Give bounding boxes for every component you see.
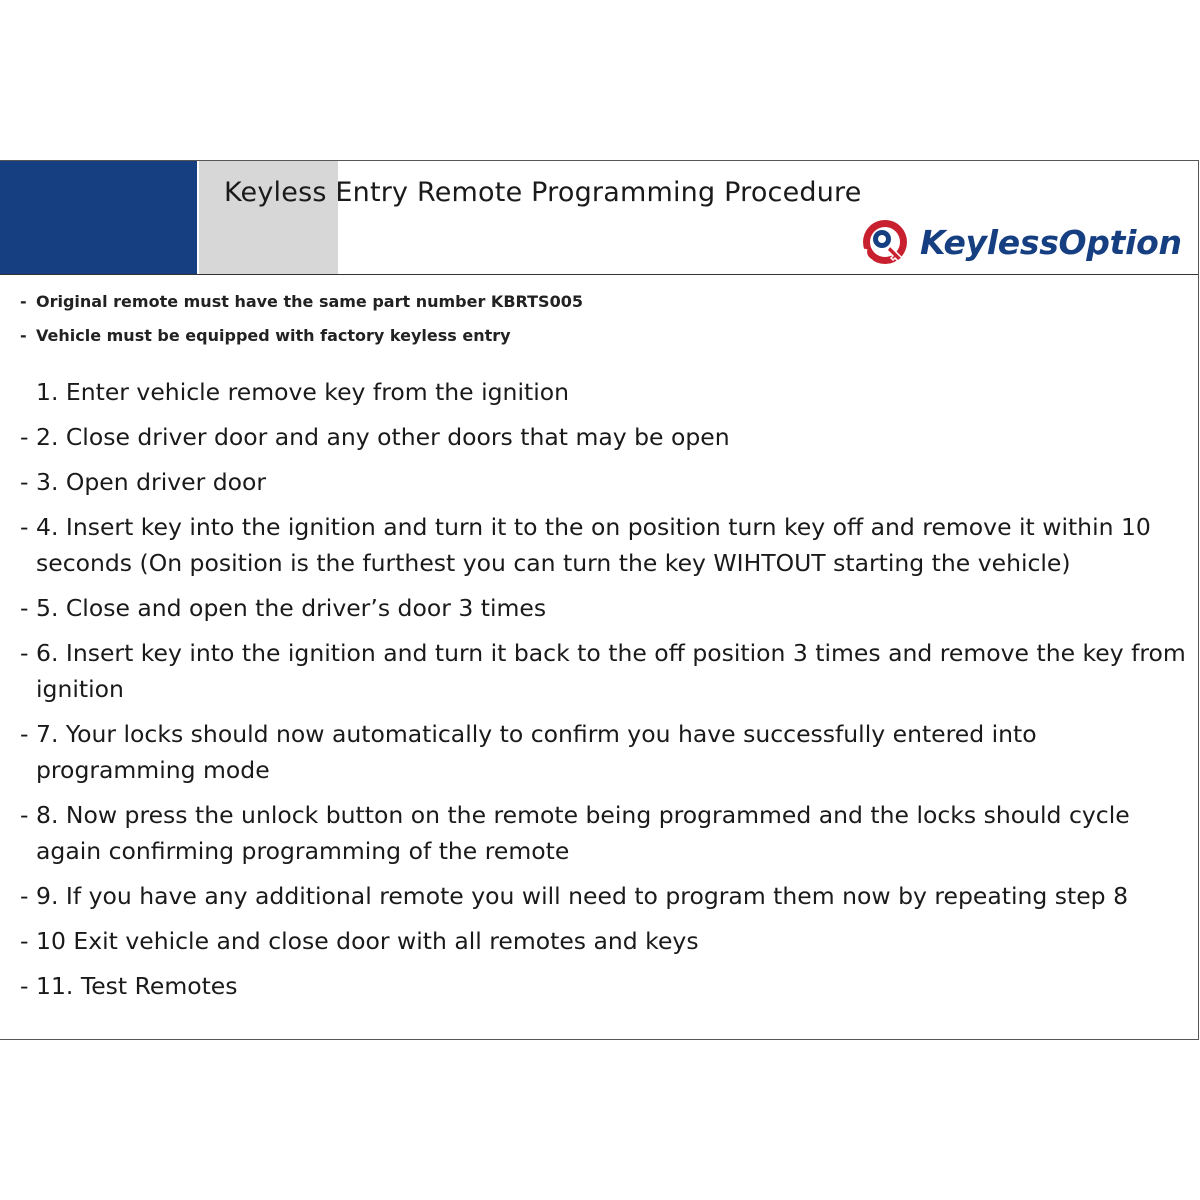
bullet-dash: -: [20, 882, 29, 910]
step-text: 2. Close driver door and any other doors that may be open: [36, 423, 730, 451]
bullet-dash: -: [20, 594, 29, 622]
header-blue-block: [0, 161, 197, 274]
slide-header: [0, 161, 1198, 275]
requirement-text: Original remote must have the same part number KBRTS005: [36, 292, 583, 311]
logo-text: KeylessOption: [920, 222, 1182, 262]
step-item: [20, 797, 1190, 869]
step-text: 9. If you have any additional remote you will need to program them now by repeating step 8: [36, 882, 1129, 910]
list-item: [20, 319, 583, 353]
brand-logo: [860, 217, 1182, 267]
step-item: [20, 923, 1190, 959]
programming-steps-list: [20, 374, 1190, 1013]
bullet-dash: -: [20, 639, 29, 667]
step-text: 3. Open driver door: [36, 468, 267, 496]
bullet-dash: -: [20, 927, 29, 955]
bullet-dash: -: [20, 292, 27, 311]
procedure-slide: [0, 160, 1199, 1040]
step-text: 5. Close and open the driver’s door 3 times: [36, 594, 547, 622]
step-text: 11. Test Remotes: [36, 972, 238, 1000]
bullet-dash: -: [20, 326, 27, 345]
step-item: [20, 464, 1190, 500]
step-text: 6. Insert key into the ignition and turn it back to the off position 3 times and remove the key from ignition: [36, 639, 1186, 703]
step-item: [20, 878, 1190, 914]
step-item: [20, 590, 1190, 626]
requirement-text: Vehicle must be equipped with factory keyless entry: [36, 326, 511, 345]
step-text: 8. Now press the unlock button on the remote being programmed and the locks should cycle again confirming programming of the remote: [36, 801, 1130, 865]
requirements-list: [20, 285, 583, 353]
step-text: 1. Enter vehicle remove key from the ignition: [36, 378, 569, 406]
step-text: 7. Your locks should now automatically to confirm you have successfully entered into programming mode: [36, 720, 1037, 784]
bullet-dash: -: [20, 423, 29, 451]
bullet-dash: -: [20, 801, 29, 829]
page-title: Keyless Entry Remote Programming Procedure: [224, 177, 862, 208]
step-text: 10 Exit vehicle and close door with all remotes and keys: [36, 927, 699, 955]
bullet-dash: -: [20, 468, 29, 496]
bullet-dash: -: [20, 513, 29, 541]
step-text: 4. Insert key into the ignition and turn it to the on position turn key off and remove it within 10 seconds (On position is the furthest you can turn the key WIHTOUT starting the vehicle): [36, 513, 1151, 577]
bullet-dash: -: [20, 972, 29, 1000]
step-item: [20, 968, 1190, 1004]
keyless-option-logo-icon: [860, 217, 912, 267]
bullet-dash: -: [20, 720, 29, 748]
list-item: [20, 285, 583, 319]
step-item: [20, 509, 1190, 581]
step-item: [20, 419, 1190, 455]
step-item: [20, 635, 1190, 707]
step-item: [20, 716, 1190, 788]
step-item: [20, 374, 1190, 410]
